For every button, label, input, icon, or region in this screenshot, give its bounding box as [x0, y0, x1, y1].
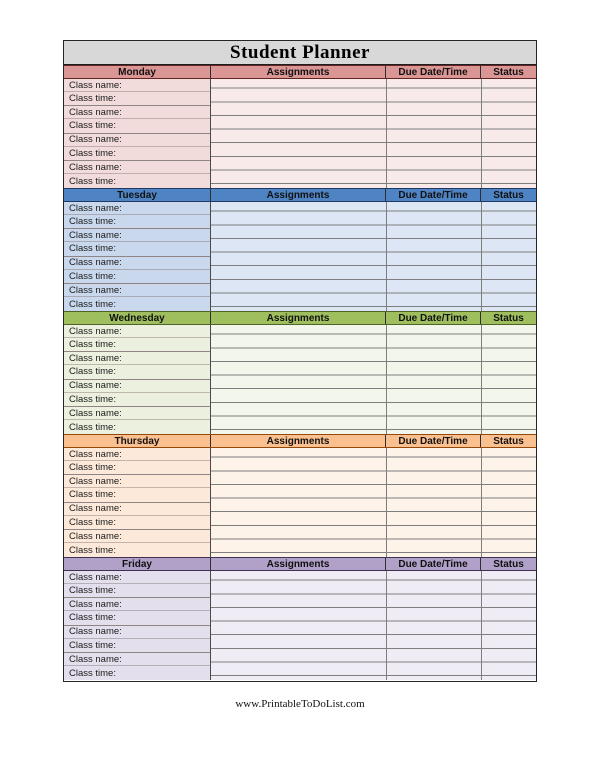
assignments-header: Assignments — [211, 435, 386, 447]
class-time-label: Class time: — [69, 339, 116, 351]
class-name-label: Class name: — [64, 475, 210, 488]
class-name-label: Class name: — [64, 257, 210, 270]
class-name-label: Class name: — [64, 407, 210, 421]
class-time-label: Class time: — [69, 366, 116, 378]
assignments-due-divider — [386, 79, 387, 188]
due-date-header: Due Date/Time — [386, 558, 481, 570]
entry-lines-area — [211, 79, 536, 188]
day-section — [64, 434, 536, 557]
class-time-label: Class time: — [69, 639, 116, 651]
entry-lines-area — [211, 571, 536, 680]
day-header-row — [64, 188, 536, 202]
class-name-label: Class name: — [64, 79, 210, 92]
class-list-column — [64, 571, 211, 680]
class-name-label: Class name: — [64, 352, 210, 365]
class-list-column — [64, 448, 211, 557]
class-list-column — [64, 202, 211, 311]
due-status-divider — [481, 448, 482, 557]
class-entry — [64, 626, 210, 653]
day-body — [64, 571, 536, 680]
day-section — [64, 188, 536, 311]
page-title: Student Planner — [230, 41, 370, 63]
entry-lines-area — [211, 202, 536, 311]
status-header: Status — [493, 66, 524, 78]
class-entry — [64, 598, 210, 625]
day-section — [64, 557, 536, 680]
day-name-header: Friday — [64, 558, 211, 570]
class-entry — [64, 653, 210, 680]
class-time-label: Class time: — [69, 93, 116, 105]
status-header: Status — [493, 558, 524, 570]
assignments-due-divider — [386, 448, 387, 557]
day-name-header: Thursday — [64, 435, 211, 447]
class-name-label: Class name: — [64, 503, 210, 516]
class-time-label: Class time: — [69, 544, 116, 556]
class-time-label: Class time: — [69, 298, 116, 310]
title-bar — [64, 41, 536, 65]
class-list-column — [64, 325, 211, 434]
class-name-label: Class name: — [64, 448, 210, 461]
class-entry — [64, 79, 210, 106]
day-body — [64, 448, 536, 557]
status-header: Status — [493, 312, 524, 324]
assignments-due-divider — [386, 571, 387, 680]
class-list-column — [64, 79, 211, 188]
class-time-label: Class time: — [69, 120, 116, 132]
day-name-header: Monday — [64, 66, 211, 78]
class-entry — [64, 530, 210, 557]
class-time-label: Class time: — [69, 612, 116, 624]
entry-lines-area — [211, 448, 536, 557]
class-entry — [64, 284, 210, 311]
class-entry — [64, 202, 210, 229]
day-header-row — [64, 434, 536, 448]
class-time-label: Class time: — [69, 216, 116, 228]
class-time-label: Class time: — [69, 421, 116, 433]
entry-lines-area — [211, 325, 536, 434]
class-entry — [64, 106, 210, 133]
assignments-header: Assignments — [211, 312, 386, 324]
class-name-label: Class name: — [64, 106, 210, 119]
class-time-label: Class time: — [69, 667, 116, 679]
class-name-label: Class name: — [64, 598, 210, 611]
day-name-header: Tuesday — [64, 189, 211, 201]
class-entry — [64, 503, 210, 530]
class-time-label: Class time: — [69, 489, 116, 501]
class-name-label: Class name: — [64, 161, 210, 175]
planner-sheet — [63, 40, 537, 682]
class-entry — [64, 352, 210, 379]
class-name-label: Class name: — [64, 571, 210, 584]
class-entry — [64, 134, 210, 161]
class-name-label: Class name: — [64, 380, 210, 393]
assignments-header: Assignments — [211, 558, 386, 570]
footer — [0, 698, 600, 710]
status-header: Status — [493, 189, 524, 201]
class-time-label: Class time: — [69, 393, 116, 405]
footer-url: www.PrintableToDoList.com — [235, 698, 365, 710]
class-entry — [64, 571, 210, 598]
class-entry — [64, 161, 210, 188]
class-time-label: Class time: — [69, 516, 116, 528]
class-time-label: Class time: — [69, 175, 116, 187]
assignments-due-divider — [386, 202, 387, 311]
day-body — [64, 79, 536, 188]
class-entry — [64, 325, 210, 352]
class-time-label: Class time: — [69, 585, 116, 597]
class-time-label: Class time: — [69, 270, 116, 282]
due-date-header: Due Date/Time — [386, 189, 481, 201]
assignments-due-divider — [386, 325, 387, 434]
class-name-label: Class name: — [64, 530, 210, 544]
class-entry — [64, 407, 210, 434]
day-name-header: Wednesday — [64, 312, 211, 324]
day-header-row — [64, 557, 536, 571]
due-status-divider — [481, 571, 482, 680]
day-body — [64, 202, 536, 311]
class-entry — [64, 475, 210, 502]
class-name-label: Class name: — [64, 134, 210, 147]
day-sections — [64, 65, 536, 680]
day-section — [64, 311, 536, 434]
assignments-header: Assignments — [211, 189, 386, 201]
class-name-label: Class name: — [64, 325, 210, 338]
class-time-label: Class time: — [69, 147, 116, 159]
class-entry — [64, 380, 210, 407]
class-name-label: Class name: — [64, 653, 210, 667]
due-status-divider — [481, 202, 482, 311]
day-header-row — [64, 311, 536, 325]
class-name-label: Class name: — [64, 229, 210, 242]
class-name-label: Class name: — [64, 202, 210, 215]
assignments-header: Assignments — [211, 66, 386, 78]
day-header-row — [64, 65, 536, 79]
due-status-divider — [481, 325, 482, 434]
class-time-label: Class time: — [69, 243, 116, 255]
day-section — [64, 65, 536, 188]
class-entry — [64, 257, 210, 284]
status-header: Status — [493, 435, 524, 447]
class-name-label: Class name: — [64, 626, 210, 639]
due-date-header: Due Date/Time — [386, 66, 481, 78]
class-entry — [64, 229, 210, 256]
class-time-label: Class time: — [69, 462, 116, 474]
due-date-header: Due Date/Time — [386, 312, 481, 324]
due-date-header: Due Date/Time — [386, 435, 481, 447]
due-status-divider — [481, 79, 482, 188]
class-name-label: Class name: — [64, 284, 210, 298]
day-body — [64, 325, 536, 434]
class-entry — [64, 448, 210, 475]
